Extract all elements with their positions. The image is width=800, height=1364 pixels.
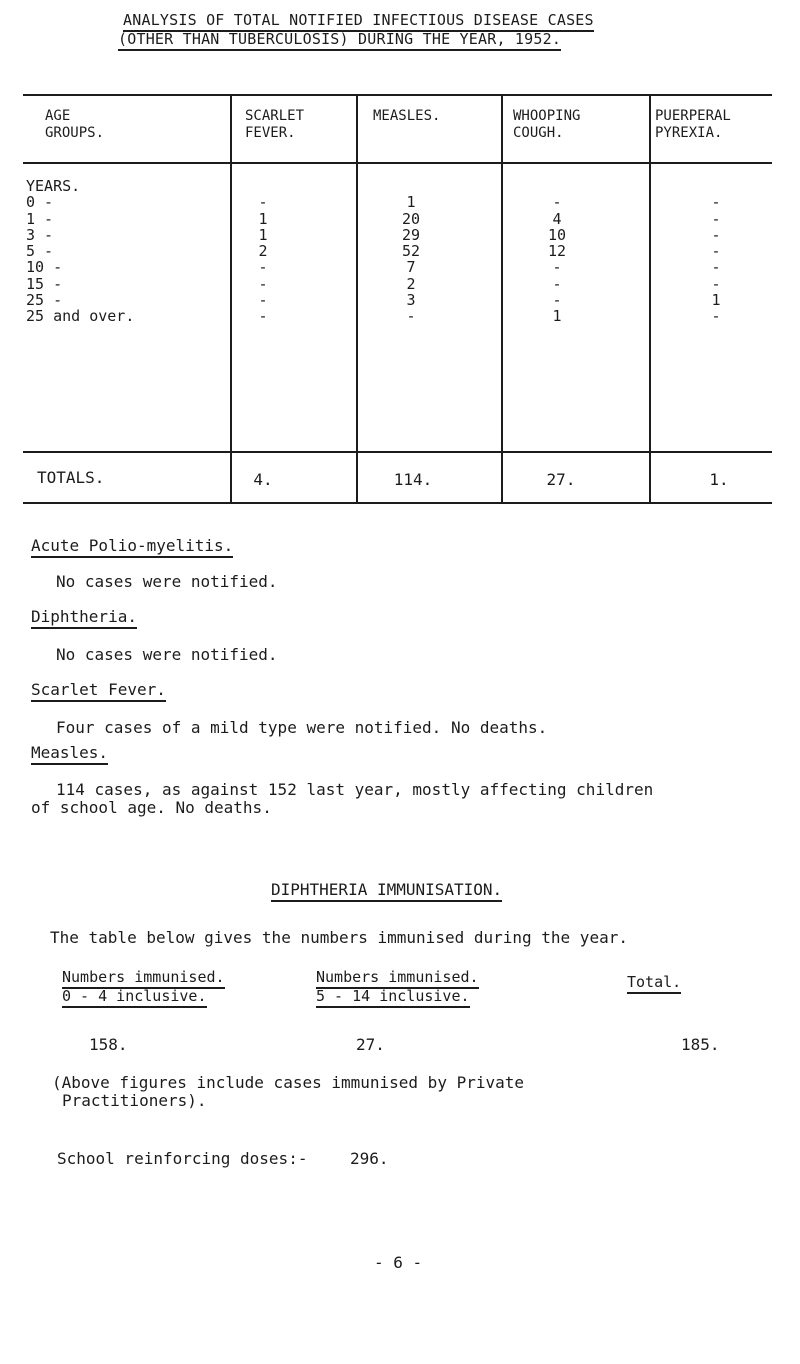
totals-label: TOTALS. [37,468,105,487]
header-puerperal-pyrexia: PUERPERAL PYREXIA. [655,108,731,141]
total-puerperal-pyrexia: 1. [709,470,729,489]
measles-heading: Measles. [31,743,108,765]
cell [537,178,577,194]
measles-text-line2: of school age. No deaths. [31,798,272,817]
cell: 1 [258,209,268,228]
disease-cases-table [23,94,772,504]
table-header-rule [23,162,772,164]
cell: - [258,291,268,310]
diphtheria-heading: Diphtheria. [31,607,137,629]
years-label: YEARS. [26,177,81,195]
col2-heading-line1: Numbers immunised. [316,968,479,989]
header-measles: MEASLES. [373,108,441,124]
cell: - [711,225,721,244]
reinforcing-value: 296. [350,1149,389,1168]
puerperal-pyrexia-column [696,178,736,325]
polio-text: No cases were notified. [56,572,278,591]
report-subtitle: (OTHER THAN TUBERCULOSIS) DURING THE YEAR, 1952. [118,30,561,51]
cell: - [258,258,268,277]
cell: - [711,258,721,277]
header-age-groups: AGE GROUPS. [45,108,105,141]
col2-heading-line2: 5 - 14 inclusive. [316,987,470,1008]
table-col-rule [356,94,358,504]
cell: 10 [547,225,567,244]
cell: 12 [547,242,567,261]
age-group: 15 - [26,274,63,293]
polio-heading: Acute Polio-myelitis. [31,536,233,558]
cell: 2 [406,274,416,293]
page-number: - 6 - [374,1253,423,1272]
cell: - [711,274,721,293]
measles-text-line1: 114 cases, as against 152 last year, mostly affecting children [56,780,654,799]
note-line1: (Above figures include cases immunised by Private [52,1073,525,1092]
table-col-rule [649,94,651,504]
cell [696,178,736,194]
cell: 29 [401,225,421,244]
cell: 1 [406,193,416,212]
cell: - [711,193,721,212]
cell: 52 [401,242,421,261]
cell: 3 [406,291,416,310]
table-top-rule [23,94,772,96]
cell: - [552,193,562,212]
cell: - [711,209,721,228]
total-scarlet-fever: 4. [253,470,273,489]
note-line2: Practitioners). [62,1091,207,1110]
age-group: 10 - [26,258,63,277]
cell: - [258,193,268,212]
col3-heading: Total. [627,973,681,994]
immunised-5-14-value: 27. [356,1035,385,1054]
cell: 7 [406,258,416,277]
age-group: 25 and over. [26,307,135,326]
age-group: 25 - [26,291,63,310]
header-scarlet-fever: SCARLET FEVER. [245,108,305,141]
diphtheria-text: No cases were notified. [56,645,278,664]
age-groups-column [26,178,134,325]
immunisation-heading: DIPHTHERIA IMMUNISATION. [271,880,502,902]
table-col-rule [230,94,232,504]
age-group: 3 - [26,225,54,244]
scarlet-fever-text: Four cases of a mild type were notified. No deaths. [56,718,548,737]
measles-column [391,178,431,325]
whooping-cough-column [537,178,577,325]
cell: 4 [552,209,562,228]
col1-heading-line1: Numbers immunised. [62,968,225,989]
cell: 1 [552,307,562,326]
immunisation-intro: The table below gives the numbers immunised during the year. [50,928,628,947]
cell: 1 [711,291,721,310]
cell: - [711,242,721,261]
cell: - [552,258,562,277]
cell: - [258,307,268,326]
header-whooping-cough: WHOOPING COUGH. [513,108,581,141]
total-whooping-cough: 27. [546,470,576,489]
cell [391,178,431,194]
table-bottom-rule [23,502,772,504]
table-col-rule [501,94,503,504]
total-measles: 114. [393,470,433,489]
immunised-total-value: 185. [681,1035,720,1054]
cell: 2 [258,242,268,261]
cell: 20 [401,209,421,228]
age-group: 1 - [26,209,54,228]
table-totals-rule [23,451,772,453]
scarlet-fever-column [243,178,283,325]
cell: - [711,307,721,326]
cell: - [552,274,562,293]
cell: - [258,274,268,293]
reinforcing-label: School reinforcing doses:- [57,1149,308,1168]
cell: - [552,291,562,310]
immunised-0-4-value: 158. [89,1035,128,1054]
scarlet-fever-heading: Scarlet Fever. [31,680,166,702]
cell: 1 [258,225,268,244]
age-group: 5 - [26,242,54,261]
report-title: ANALYSIS OF TOTAL NOTIFIED INFECTIOUS DISEASE CASES [123,11,594,32]
col1-heading-line2: 0 - 4 inclusive. [62,987,207,1008]
cell [243,178,283,194]
cell: - [406,307,416,326]
age-group: 0 - [26,193,54,212]
